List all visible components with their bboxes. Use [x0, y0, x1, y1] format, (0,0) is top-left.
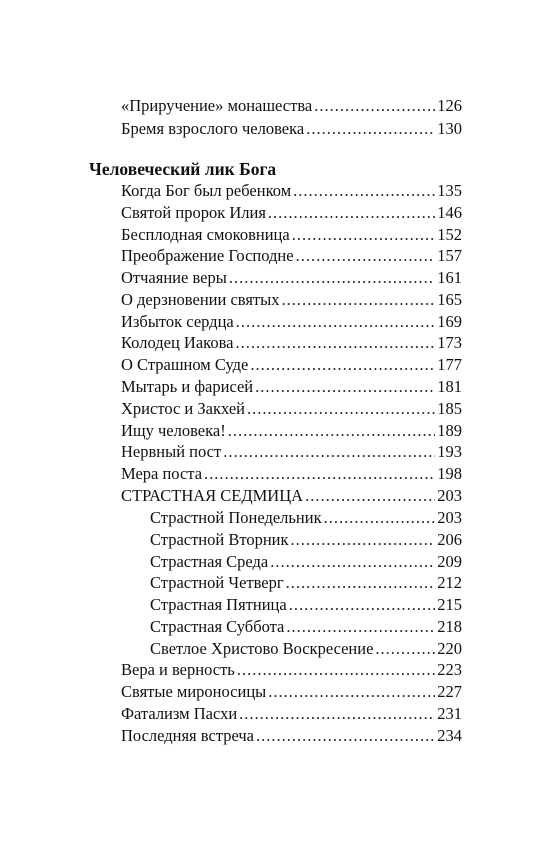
toc-entry-page: 189 — [437, 421, 462, 440]
toc-entry-page: 203 — [437, 486, 462, 505]
toc-entry[interactable] — [121, 399, 462, 419]
dot-leader — [286, 573, 436, 593]
dot-leader — [229, 268, 435, 288]
toc-entry-page: 161 — [437, 268, 462, 287]
dot-leader — [292, 225, 436, 245]
dot-leader — [324, 508, 436, 528]
toc-entry-title: Бремя взрослого человека — [121, 119, 305, 138]
toc-subentry[interactable] — [150, 552, 462, 572]
toc-entry-page: 212 — [437, 573, 462, 592]
toc-entry-page: 227 — [437, 682, 462, 701]
toc-entry-page: 152 — [437, 225, 462, 244]
toc-entry-title: Преображение Господне — [121, 246, 294, 265]
toc-entry-page: 231 — [437, 704, 462, 723]
toc-entry[interactable] — [121, 660, 462, 680]
dot-leader — [281, 290, 435, 310]
toc-entry[interactable] — [121, 290, 462, 310]
toc-subentry[interactable] — [150, 639, 462, 659]
toc-entry-page: 185 — [437, 399, 462, 418]
toc-entry-page: 220 — [437, 639, 462, 658]
toc-entry[interactable] — [121, 486, 462, 506]
toc-entry-title: Страстной Вторник — [150, 530, 289, 549]
toc-entry[interactable] — [121, 312, 462, 332]
toc-entry-title: О дерзновении святых — [121, 290, 280, 309]
toc-entry[interactable] — [121, 203, 462, 223]
toc-subentry[interactable] — [150, 508, 462, 528]
toc-entry[interactable] — [121, 421, 462, 441]
toc-entry-title: Вера и верность — [121, 660, 235, 679]
toc-entry[interactable] — [121, 333, 462, 353]
toc-entry-title: Мытарь и фарисей — [121, 377, 254, 396]
dot-leader — [286, 617, 435, 637]
toc-entry-page: 218 — [437, 617, 462, 636]
toc-entry-page: 126 — [437, 96, 462, 115]
toc-entry-page: 181 — [437, 377, 462, 396]
toc-entry-title: О Страшном Суде — [121, 355, 249, 374]
dot-leader — [223, 442, 435, 462]
dot-leader — [228, 421, 436, 441]
dot-leader — [239, 704, 435, 724]
toc-entry-title: Святой пророк Илия — [121, 203, 266, 222]
toc-entry-page: 130 — [437, 119, 462, 138]
toc-entry-title: Избыток сердца — [121, 312, 234, 331]
toc-entry[interactable] — [121, 355, 462, 375]
toc-subentry[interactable] — [150, 573, 462, 593]
toc-entry-title: Фатализм Пасхи — [121, 704, 238, 723]
dot-leader — [306, 119, 435, 139]
toc-entry-title: Христос и Закхей — [121, 399, 245, 418]
toc-entry-page: 206 — [437, 530, 462, 549]
toc-entry[interactable] — [121, 464, 462, 484]
toc-entry-title: СТРАСТНАЯ СЕДМИЦА — [121, 486, 304, 505]
toc-entry-page: 157 — [437, 246, 462, 265]
toc-entry-page: 165 — [437, 290, 462, 309]
toc-entry[interactable] — [121, 96, 462, 116]
toc-entry[interactable] — [121, 119, 462, 139]
toc-entry-title: Колодец Иакова — [121, 333, 234, 352]
dot-leader — [235, 333, 435, 353]
toc-entry[interactable] — [121, 726, 462, 746]
toc-entry-page: 169 — [437, 312, 462, 331]
toc-entry-title: «Приручение» монашества — [121, 96, 313, 115]
toc-entry-title: Страстная Пятница — [150, 595, 287, 614]
dot-leader — [270, 552, 435, 572]
dot-leader — [305, 486, 435, 506]
toc-entry-title: Бесплодная смоковница — [121, 225, 290, 244]
toc-entry-page: 193 — [437, 442, 462, 461]
toc-subentry[interactable] — [150, 617, 462, 637]
toc-entry-page: 203 — [437, 508, 462, 527]
toc-entry-title: Мера поста — [121, 464, 203, 483]
dot-leader — [255, 377, 435, 397]
toc-entry-page: 223 — [437, 660, 462, 679]
dot-leader — [268, 203, 435, 223]
toc-entry[interactable] — [121, 704, 462, 724]
toc-entry[interactable] — [121, 682, 462, 702]
dot-leader — [289, 595, 436, 615]
toc-entry-title: Последняя встреча — [121, 726, 254, 745]
toc-subentry[interactable] — [150, 595, 462, 615]
toc-entry-page: 215 — [437, 595, 462, 614]
toc-entry-title: Страстной Понедельник — [150, 508, 322, 527]
toc-entry-page: 209 — [437, 552, 462, 571]
toc-entry-title: Страстная Суббота — [150, 617, 285, 636]
dot-leader — [296, 246, 436, 266]
toc-entry-title: Нервный пост — [121, 442, 222, 461]
toc-subentry[interactable] — [150, 530, 462, 550]
dot-leader — [204, 464, 435, 484]
toc-entry-title: Страстная Среда — [150, 552, 269, 571]
toc-entry-page: 173 — [437, 333, 462, 352]
toc-entry[interactable] — [121, 181, 462, 201]
dot-leader — [247, 399, 435, 419]
toc-entry[interactable] — [121, 225, 462, 245]
dot-leader — [291, 530, 436, 550]
toc-entry[interactable] — [121, 377, 462, 397]
toc-entry-title: Светлое Христово Воскресение — [150, 639, 374, 658]
section-heading: Человеческий лик Бога — [89, 159, 277, 179]
toc-entry[interactable] — [121, 442, 462, 462]
toc-entry-title: Страстной Четверг — [150, 573, 284, 592]
dot-leader — [293, 181, 435, 201]
toc-entry[interactable] — [121, 268, 462, 288]
toc-entry-page: 146 — [437, 203, 462, 222]
toc-entry-page: 198 — [437, 464, 462, 483]
toc-entry-page: 135 — [437, 181, 462, 200]
dot-leader — [250, 355, 435, 375]
dot-leader — [314, 96, 435, 116]
dot-leader — [268, 682, 435, 702]
dot-leader — [256, 726, 435, 746]
dot-leader — [375, 639, 435, 659]
toc-entry[interactable] — [121, 246, 462, 266]
toc-entry-title: Ищу человека! — [121, 421, 226, 440]
toc-entry-title: Когда Бог был ребенком — [121, 181, 292, 200]
toc-entry-page: 177 — [437, 355, 462, 374]
toc-entry-title: Святые мироносицы — [121, 682, 267, 701]
dot-leader — [236, 312, 436, 332]
dot-leader — [237, 660, 435, 680]
toc-entry-title: Отчаяние веры — [121, 268, 227, 287]
toc-entry-page: 234 — [437, 726, 462, 745]
